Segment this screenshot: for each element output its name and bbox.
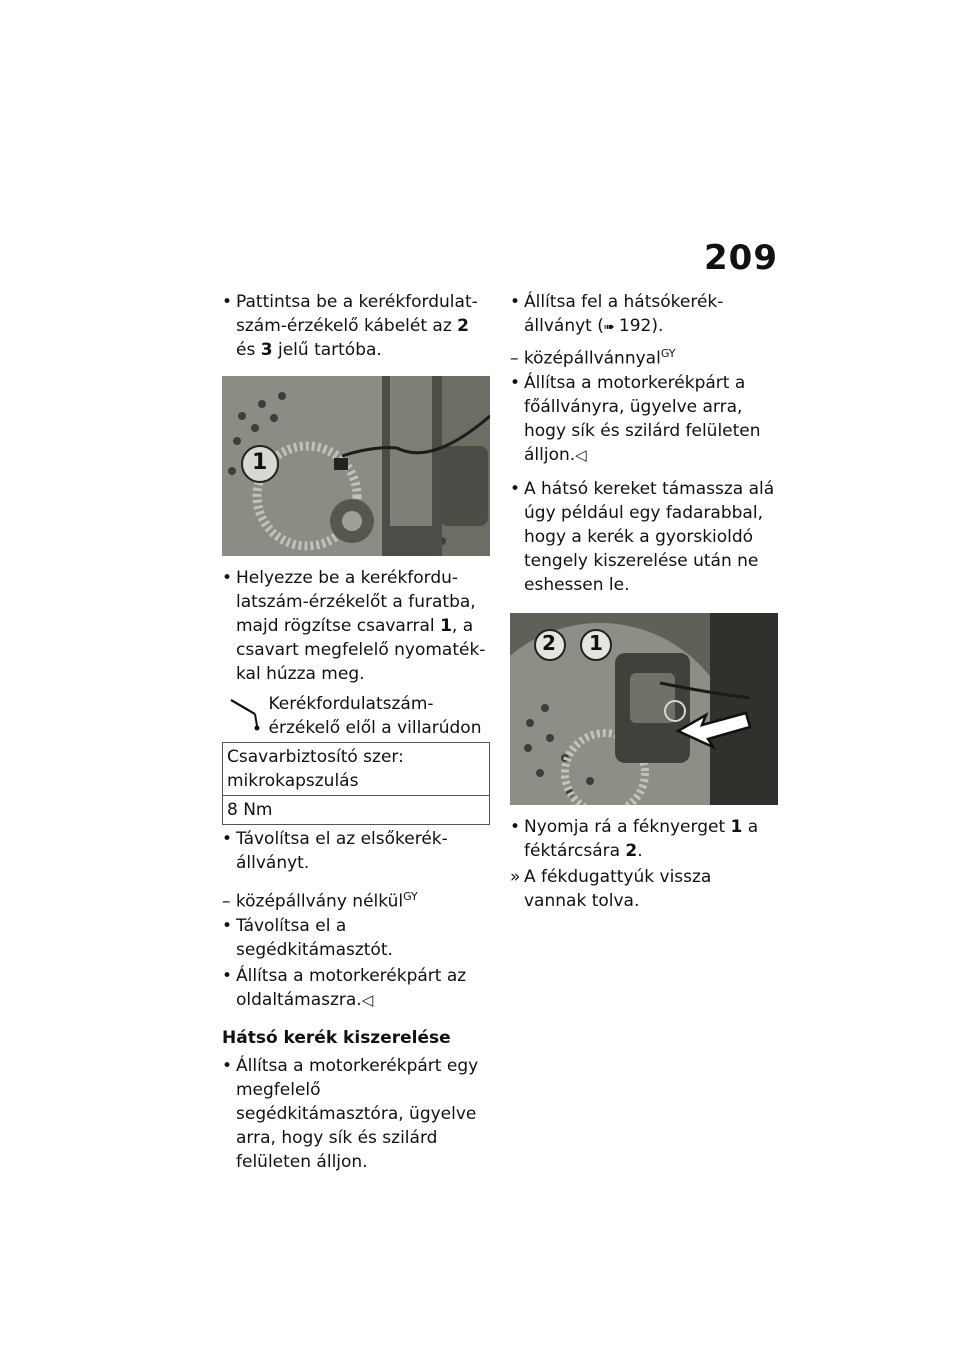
rear-brake-photo [510, 613, 778, 805]
bullet-icon: • [222, 965, 233, 986]
step-remove-aux-stand: • Távolítsa el a segédkitámasztót. [222, 915, 393, 960]
torque-value-row [223, 796, 490, 825]
torque-spec-table [222, 690, 490, 825]
step-rear-stand: • Állítsa fel a hátsókerék-állványt (➠ 192). [510, 292, 724, 336]
step-remove-front-stand: • Távolítsa el az elsőkerék-állványt. [222, 829, 448, 873]
callout-label-1: 1 [589, 630, 603, 655]
torque-locking-row [223, 743, 490, 796]
wrench-icon [227, 692, 265, 732]
front-wheel-sensor-photo [222, 376, 490, 556]
end-mark-icon: ◁ [575, 445, 587, 464]
bullet-icon: • [510, 478, 521, 499]
condition-no-center-stand: – középállvány nélkül$^{GY}$ [222, 890, 418, 912]
page-ref-arrow-icon: ➠ [603, 320, 619, 335]
bullet-icon: • [222, 568, 233, 588]
step-insert-sensor: • Helyezze be a kerékfordu- latszám-érzékelőt a furatba, majd rögzítse csavarral 1, a csavart megfelelő nyomaték- kal húzza meg. [222, 568, 486, 684]
condition-center-stand: – középállvánnyal$^{GY}$ [510, 347, 676, 369]
callout-label-2: 2 [542, 630, 556, 655]
page-reference[interactable]: 192 [618, 316, 652, 336]
left-column [222, 290, 490, 1176]
torque-value-cell: 8 Nm [223, 796, 490, 825]
right-column [510, 290, 778, 915]
torque-locking-cell: Csavarbiztosító szer: mikrokapszulás [223, 743, 490, 796]
step-support-wheel: • A hátsó kereket támassza alá úgy például egy fadarabbal, hogy a kerék a gyorskioldó tengely kiszerelése után ne eshessen le. [510, 478, 775, 595]
bullet-icon: • [222, 829, 233, 849]
page-number: 209 [704, 238, 778, 278]
bullet-icon: • [222, 1055, 233, 1076]
step-side-stand: • Állítsa a motorkerékpárt az oldaltámaszra.◁ [222, 965, 467, 1010]
result-chevron-icon: » [510, 866, 521, 887]
step-press-caliper: • Nyomja rá a féknyerget 1 a féktárcsára 2. [510, 816, 759, 861]
torque-header-row [223, 690, 490, 743]
section-heading: Hátsó kerék kiszerelése [222, 1027, 451, 1048]
bullet-icon: • [510, 372, 521, 393]
step-clip-cable: • Pattintsa be a kerékfordulat- szám-érzékelő kábelét az 2 és 3 jelű tartóba. [222, 292, 478, 360]
bullet-icon: • [222, 915, 233, 936]
step-main-stand: • Állítsa a motorkerékpárt a főállványra, ügyelve arra, hogy sík és szilárd felületen álljon.◁ [510, 372, 761, 465]
bullet-icon: • [510, 816, 521, 837]
callout-label-1: 1 [252, 450, 268, 475]
result-pistons-pushed: » A fékdugattyúk vissza vannak tolva. [510, 866, 712, 911]
step-aux-stand: • Állítsa a motorkerékpárt egy megfelelő segédkitámasztóra, ügyelve arra, hogy sík és szilárd felületen álljon. [222, 1055, 479, 1172]
bullet-icon: • [510, 292, 521, 312]
bullet-icon: • [222, 292, 233, 312]
torque-header-text: Kerékfordulatszám-érzékelő elől a villarúdon [268, 694, 482, 738]
end-mark-icon: ◁ [361, 990, 374, 1009]
